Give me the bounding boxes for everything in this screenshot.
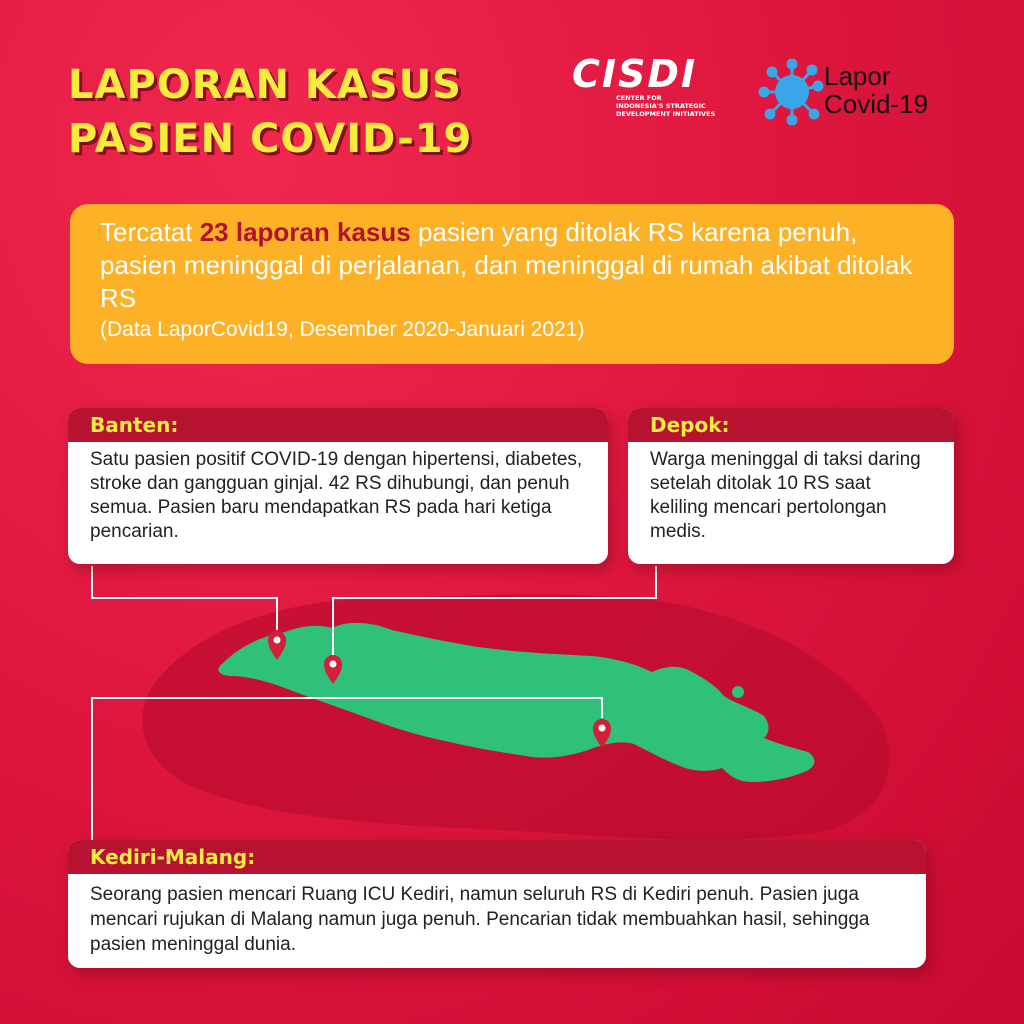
cisdi-tagline-1: CENTER FOR bbox=[616, 94, 662, 102]
summary-source: (Data LaporCovid19, Desember 2020-Januari 2021) bbox=[100, 318, 585, 341]
case-text-depok: Warga meninggal di taksi daring setelah ditolak 10 RS saat keliling mencari pertolongan medis. bbox=[650, 449, 921, 542]
case-title-kediri: Kediri-Malang: bbox=[68, 840, 926, 874]
cisdi-tagline-2: INDONESIA'S STRATEGIC bbox=[616, 102, 706, 110]
case-title-depok: Depok: bbox=[628, 408, 954, 442]
case-card-banten bbox=[68, 408, 608, 564]
case-text-kediri: Seorang pasien mencari Ruang ICU Kediri, namun seluruh RS di Kediri penuh. Pasien juga mencari rujukan di Malang namun juga penuh. Pencarian tidak membuahkan hasil, sehingga pasien meninggal dunia. bbox=[90, 884, 870, 955]
case-text-banten: Satu pasien positif COVID-19 dengan hipertensi, diabetes, stroke dan gangguan ginjal. 42 RS dihubungi, dan penuh semua. Pasien baru mendapatkan RS pada hari ketiga pencarian. bbox=[90, 449, 583, 542]
summary-suffix: pasien yang ditolak RS karena penuh, pasien meninggal di perjalanan, dan meninggal di rumah akibat ditolak RS bbox=[100, 217, 913, 313]
lapor-text-line-2: Covid-19 bbox=[824, 89, 929, 119]
case-card-kediri bbox=[68, 840, 926, 968]
small-island bbox=[732, 686, 744, 698]
title-line-1: LAPORAN KASUS bbox=[68, 62, 462, 108]
cisdi-wordmark: CISDI bbox=[572, 52, 698, 96]
cisdi-tagline-3: DEVELOPMENT INITIATIVES bbox=[616, 110, 716, 118]
lapor-text-line-1: Lapor bbox=[824, 61, 891, 91]
small-island-2 bbox=[668, 707, 692, 717]
case-title-banten: Banten: bbox=[68, 408, 608, 442]
case-card-depok bbox=[628, 408, 954, 564]
summary-prefix: Tercatat bbox=[100, 217, 200, 247]
title-line-2: PASIEN COVID-19 bbox=[68, 116, 473, 162]
summary-highlight: 23 laporan kasus bbox=[199, 217, 411, 247]
